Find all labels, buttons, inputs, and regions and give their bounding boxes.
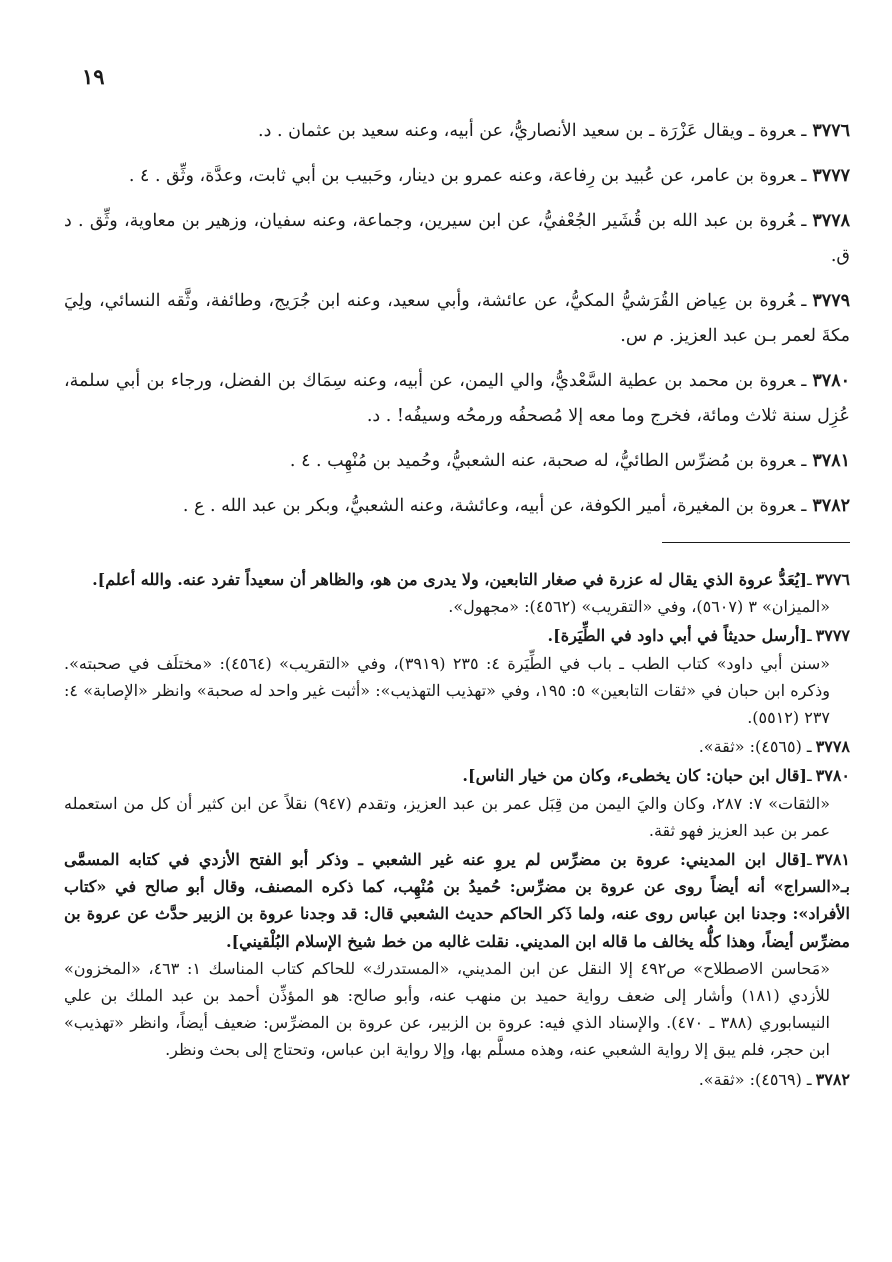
- entry-number: ٣٧٨٠: [812, 371, 850, 391]
- entry-text: عروة ـ ويقال عَزْرَة ـ بن سعيد الأنصاريُّ، عن أبيه، وعنه سعيد بن عثمان . د.: [258, 121, 796, 141]
- footnote-3782: ٣٧٨٢ـ (٤٥٦٩): «ثقة».: [698, 1069, 850, 1089]
- footnote-3776: ٣٧٧٦ـ[يُعَدُّ عروة الذي يقال له عزرة في صغار التابعين، ولا يدرى من هو، والظاهر أن سعيداً تفرد عنه. والله أعلم]. «الميزان» ٣ (٥٦٠٧)، وفي «التقريب» (٤٥٦٢): «مجهول».: [64, 566, 850, 620]
- footnotes: [64, 566, 850, 1095]
- footnote-source: (٤٥٦٥): «ثقة».: [698, 737, 802, 757]
- footnote-number: ٣٧٨٢: [815, 1069, 850, 1089]
- footnote-quote: [يُعَدُّ عروة الذي يقال له عزرة في صغار التابعين، ولا يدرى من هو، والظاهر أن سعيداً تفرد عنه. والله أعلم].: [92, 570, 807, 589]
- footnote-3778: ٣٧٧٨ـ (٤٥٦٥): «ثقة».: [698, 737, 850, 757]
- entry-number: ٣٧٧٦: [812, 121, 850, 141]
- biography-entries: [64, 114, 850, 534]
- entry-number: ٣٧٧٨: [812, 211, 850, 231]
- footnote-3777: ٣٧٧٧ـ[أرسل حديثاً في أبي داود في الطِّيَرة]. «سنن أبي داود» كتاب الطب ـ باب في الطِّيَرة ٤: ٢٣٥ (٣٩١٩)، وفي «التقريب» (٤٥٦٤): «مختلَف في صحبته». وذكره ابن حبان في «ثقات التابعين» ٥: ١٩٥، وفي «تهذيب التهذيب»: «أثبت غير واحد له صحبة» وانظر «الإصابة» ٤: ٢٣٧ (٥٥١٢).: [64, 622, 850, 731]
- page-number: ١٩: [82, 64, 105, 89]
- entry-number: ٣٧٨٢: [812, 496, 850, 516]
- footnote-number: ٣٧٧٨: [815, 737, 850, 757]
- entry-3778: ٣٧٧٨ـعُروة بن عبد الله بن قُشَير الجُعْفيُّ، عن ابن سيرين، وجماعة، وعنه سفيان، وزهير بن معاوية، وثِّق . د ق.: [64, 211, 850, 266]
- entry-number: ٣٧٧٩: [812, 291, 850, 311]
- footnote-source: «الميزان» ٣ (٥٦٠٧)، وفي «التقريب» (٤٥٦٢): «مجهول».: [448, 597, 830, 617]
- footnote-number: ٣٧٨١: [815, 850, 851, 870]
- entry-text: عروة بن المغيرة، أمير الكوفة، عن أبيه، وعائشة، وعنه الشعبيُّ، وبكر بن عبد الله . ع .: [182, 496, 796, 516]
- footnote-source: (٤٥٦٩): «ثقة».: [698, 1069, 802, 1089]
- entry-text: عروة بن محمد بن عطية السَّعْديُّ، والي اليمن، عن أبيه، وعنه سِمَاك بن الفضل، ورجاء بن أبي سلمة، عُزِل سنة ثلاث ومائة، فخرج وما معه إلا مُصحفُه ورمحُه وسيفُه! . د.: [64, 371, 850, 426]
- entry-3781: ٣٧٨١ـعروة بن مُضرِّس الطائيُّ، له صحبة، عنه الشعبيُّ، وحُميد بن مُنْهِب . ٤ .: [289, 451, 850, 471]
- footnote-number: ٣٧٧٦: [815, 570, 850, 589]
- entry-number: ٣٧٨١: [812, 451, 850, 471]
- entry-3782: ٣٧٨٢ـعروة بن المغيرة، أمير الكوفة، عن أبيه، وعائشة، وعنه الشعبيُّ، وبكر بن عبد الله . ع .: [182, 496, 850, 516]
- footnote-quote: [قال ابن حبان: كان يخطىء، وكان من خيار الناس].: [462, 766, 807, 786]
- footnote-number: ٣٧٧٧: [815, 626, 850, 646]
- footnote-3781: ٣٧٨١ـ[قال ابن المديني: عروة بن مضرِّس لم يروِ عنه غير الشعبي ـ وذكر أبو الفتح الأزدي في كتابه المسمَّى بـ«السراج» أنه أيضاً روى عن عروة بن مضرِّس: حُميدُ بن مُنْهِب، كما ذكره المصنف، وقال أبو صالح في «كتاب الأفراد»: وجدنا ابن عباس روى عنه، ولما ذَكر الحاكم حديث الشعبي قال: قد وجدنا عروة بن الزبير حدَّث عن عروة بن مضرِّس أيضاً، وهذا كلُّه يخالف ما قاله ابن المديني. نقلت غالبه من خط شيخ الإسلام البُلْقيني]. «مَحاسن الاصطلاح» ص٤٩٢ إلا النقل عن ابن المديني، «المستدرك» للحاكم كتاب المناسك ١: ٤٦٣، «المخزون» للأزدي (١٨١) وأشار إلى ضعف رواية حميد بن منهب عنه، وأبو صالح: هو المؤذِّن أحمد بن عبد الملك بن علي النيسابوري (٣٨٨ ـ ٤٧٠). والإسناد الذي فيه: عروة بن الزبير، عن عروة بن المضرِّس: ضعيف أيضاً، وانظر «تهذيب» ابن حجر، فلم يبق إلا رواية الشعبي عنه، وهذه مسلَّم بها، وإلا رواية ابن عباس، وتحتاج إلى بحث ونظر.: [64, 846, 850, 1064]
- footnote-3780: ٣٧٨٠ـ[قال ابن حبان: كان يخطىء، وكان من خيار الناس]. «الثقات» ٧: ٢٨٧، وكان واليَ اليمن من قِبَل عمر بن عبد العزيز، وتقدم (٩٤٧) نقلاً عن ابن كثير أن كل من استعمله عمر بن عبد العزيز فهو ثقة.: [64, 762, 850, 844]
- entry-3779: ٣٧٧٩ـعُروة بن عِياض القُرَشيُّ المكيُّ، عن عائشة، وأبي سعيد، وعنه ابن جُرَيج، وطائفة، وثَّقه النسائي، ولِيَ مكةَ لعمر بـن عبد العزيز. م س.: [64, 291, 850, 346]
- entry-number: ٣٧٧٧: [812, 166, 850, 186]
- footnote-divider: [662, 542, 850, 543]
- footnote-quote: [أرسل حديثاً في أبي داود في الطِّيَرة].: [547, 626, 807, 646]
- entry-3780: ٣٧٨٠ـعروة بن محمد بن عطية السَّعْديُّ، والي اليمن، عن أبيه، وعنه سِمَاك بن الفضل، ورجاء بن أبي سلمة، عُزِل سنة ثلاث ومائة، فخرج وما معه إلا مُصحفُه ورمحُه وسيفُه! . د.: [64, 371, 850, 426]
- footnote-source: «الثقات» ٧: ٢٨٧، وكان واليَ اليمن من قِبَل عمر بن عبد العزيز، وتقدم (٩٤٧) نقلاً عن ابن كثير أن كل من استعمله عمر بن عبد العزيز فهو ثقة.: [64, 793, 830, 840]
- entry-text: عروة بن عامر، عن عُبيد بن رِفاعة، وعنه عمرو بن دينار، وحَبيب بن أبي ثابت، وعدَّة، وثِّق . ٤ .: [128, 166, 796, 186]
- entry-3777: ٣٧٧٧ـعروة بن عامر، عن عُبيد بن رِفاعة، وعنه عمرو بن دينار، وحَبيب بن أبي ثابت، وعدَّة، وثِّق . ٤ .: [128, 166, 850, 186]
- entry-text: عُروة بن عبد الله بن قُشَير الجُعْفيُّ، عن ابن سيرين، وجماعة، وعنه سفيان، وزهير بن معاوية، وثِّق . د ق.: [64, 211, 850, 266]
- footnote-source: «مَحاسن الاصطلاح» ص٤٩٢ إلا النقل عن ابن المديني، «المستدرك» للحاكم كتاب المناسك ١: ٤٦٣، «المخزون» للأزدي (١٨١) وأشار إلى ضعف رواية حميد بن منهب عنه، وأبو صالح: هو المؤذِّن أحمد بن عبد الملك بن علي النيسابوري (٣٨٨ ـ ٤٧٠). والإسناد الذي فيه: عروة بن الزبير، عن عروة بن المضرِّس: ضعيف أيضاً، وانظر «تهذيب» ابن حجر، فلم يبق إلا رواية الشعبي عنه، وهذه مسلَّم بها، وإلا رواية ابن عباس، وتحتاج إلى بحث ونظر.: [64, 958, 831, 1060]
- entry-3776: ٣٧٧٦ـعروة ـ ويقال عَزْرَة ـ بن سعيد الأنصاريُّ، عن أبيه، وعنه سعيد بن عثمان . د.: [258, 121, 850, 141]
- footnote-number: ٣٧٨٠: [815, 766, 850, 786]
- footnote-source: «سنن أبي داود» كتاب الطب ـ باب في الطِّيَرة ٤: ٢٣٥ (٣٩١٩)، وفي «التقريب» (٤٥٦٤): «مختلَف في صحبته». وذكره ابن حبان في «ثقات التابعين» ٥: ١٩٥، وفي «تهذيب التهذيب»: «أثبت غير واحد له صحبة» وانظر «الإصابة» ٤: ٢٣٧ (٥٥١٢).: [64, 653, 831, 728]
- entry-text: عُروة بن عِياض القُرَشيُّ المكيُّ، عن عائشة، وأبي سعيد، وعنه ابن جُرَيج، وطائفة، وثَّقه النسائي، ولِيَ مكةَ لعمر بـن عبد العزيز. م س.: [64, 291, 850, 346]
- entry-text: عروة بن مُضرِّس الطائيُّ، له صحبة، عنه الشعبيُّ، وحُميد بن مُنْهِب . ٤ .: [289, 451, 796, 471]
- footnote-quote: [قال ابن المديني: عروة بن مضرِّس لم يروِ عنه غير الشعبي ـ وذكر أبو الفتح الأزدي في كتابه المسمَّى بـ«السراج» أنه أيضاً روى عن عروة بن مضرِّس: حُميدُ بن مُنْهِب، كما ذكره المصنف، وقال أبو صالح في «كتاب الأفراد»: وجدنا ابن عباس روى عنه، ولما ذَكر الحاكم حديث الشعبي قال: قد وجدنا عروة بن الزبير حدَّث عن عروة بن مضرِّس أيضاً، وهذا كلُّه يخالف ما قاله ابن المديني. نقلت غالبه من خط شيخ الإسلام البُلْقيني].: [64, 850, 850, 951]
